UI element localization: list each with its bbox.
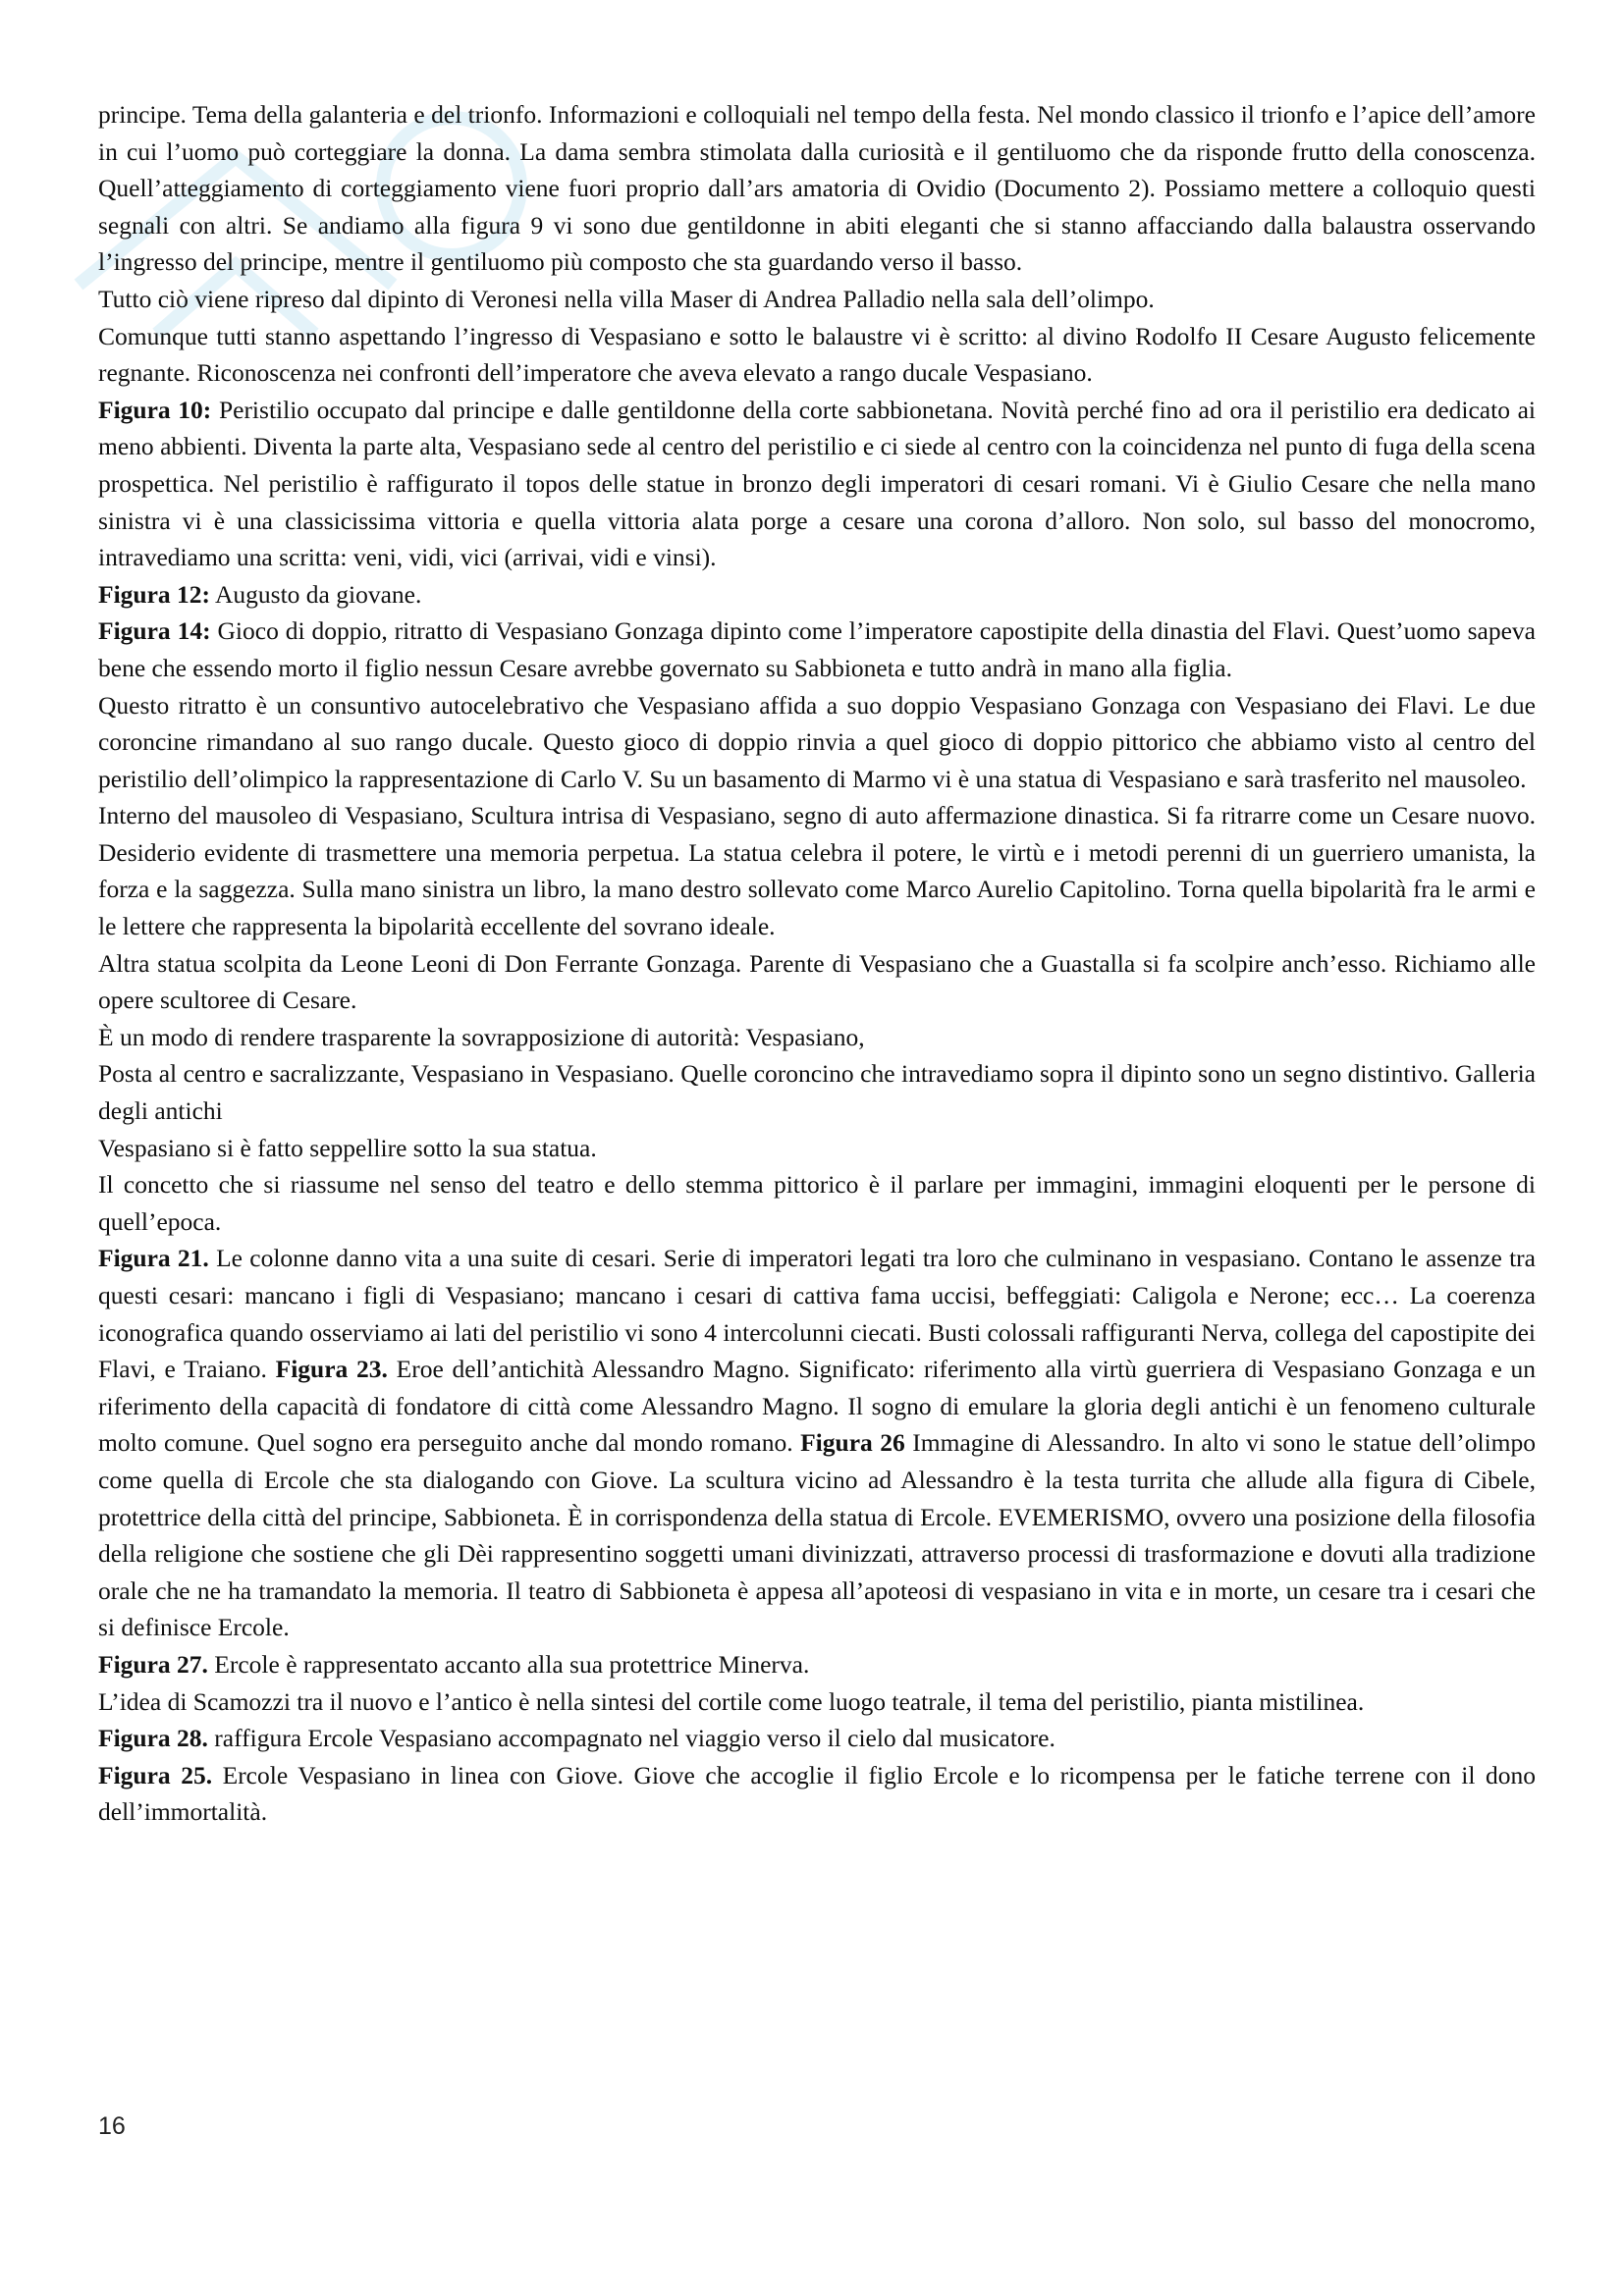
- paragraph: Altra statua scolpita da Leone Leoni di Don Ferrante Gonzaga. Parente di Vespasiano che a Guastalla si fa scolpire anch’esso. Richiamo alle opere scultoree di Cesare.: [98, 948, 1536, 1015]
- figure-label: Figura 21.: [98, 1244, 209, 1273]
- figure-label: Figura 23.: [275, 1355, 388, 1384]
- figure-label: Figura 28.: [98, 1724, 208, 1753]
- figure-label: Figura 10:: [98, 395, 212, 424]
- paragraph: principe. Tema della galanteria e del trionfo. Informazioni e colloquiali nel tempo della festa. Nel mondo classico il trionfo e l’apice dell’amore in cui l’uomo può corteggiare la donna. La dama sembra stimolata dalla curiosità e il gentiluomo che da risponde frutto della conoscenza. Quell’atteggiamento di corteggiamento viene fuori proprio dall’ars amatoria di Ovidio (Documento 2). Possiamo mettere a colloquio questi segnali con altri. Se andiamo alla figura 9 vi sono due gentildonne in abiti eleganti che si stanno affacciando dalla balaustra osservando l’ingresso del principe, mentre il gentiluomo più composto che sta guardando verso il basso.: [98, 100, 1536, 277]
- paragraph: Figura 14: Gioco di doppio, ritratto di Vespasiano Gonzaga dipinto come l’imperatore capostipite della dinastia del Flavi. Quest’uomo sapeva bene che essendo morto il figlio nessun Cesare avrebbe governato su Sabbioneta e tutto andrà in mano alla figlia.: [98, 616, 1536, 682]
- document-body: [98, 96, 1536, 1831]
- figure-label: Figura 12:: [98, 579, 211, 609]
- paragraph: Il concetto che si riassume nel senso del teatro e dello stemma pittorico è il parlare per immagini, immagini eloquenti per le persone di quell’epoca.: [98, 1170, 1536, 1236]
- figure-label: Figura 25.: [98, 1760, 213, 1789]
- paragraph: L’idea di Scamozzi tra il nuovo e l’antico è nella sintesi del cortile come luogo teatrale, il tema del peristilio, pianta mistilinea.: [98, 1686, 1365, 1716]
- paragraph: Comunque tutti stanno aspettando l’ingresso di Vespasiano e sotto le balaustre vi è scritto: al divino Rodolfo II Cesare Augusto felicemente regnante. Riconoscenza nei confronti dell’imperatore che aveva elevato a rango ducale Vespasiano.: [98, 321, 1536, 388]
- figure-label: Figura 27.: [98, 1649, 208, 1679]
- paragraph: È un modo di rendere trasparente la sovrapposizione di autorità: Vespasiano,: [98, 1022, 865, 1051]
- paragraph: Figura 28. raffigura Ercole Vespasiano accompagnato nel viaggio verso il cielo dal musicatore.: [98, 1724, 1056, 1753]
- figure-label: Figura 26: [800, 1428, 905, 1458]
- paragraph: Vespasiano si è fatto seppellire sotto la sua statua.: [98, 1133, 597, 1162]
- paragraph: Figura 10: Peristilio occupato dal principe e dalle gentildonne della corte sabbionetana. Novità perché fino ad ora il peristilio era dedicato ai meno abbienti. Diventa la parte alta, Vespasiano sede al centro del peristilio e ci siede al centro con la coincidenza nel punto di fuga della scena prospettica. Nel peristilio è raffigurato il topos delle statue in bronzo degli imperatori di cesari romani. Vi è Giulio Cesare che nella mano sinistra vi è una classicissima vittoria e quella vittoria alata porge a cesare una corona d’alloro. Non solo, sul basso del monocromo, intravediamo una scritta: veni, vidi, vici (arrivai, vidi e vinsi).: [98, 395, 1536, 572]
- paragraph: Posta al centro e sacralizzante, Vespasiano in Vespasiano. Quelle coroncino che intravediamo sopra il dipinto sono un segno distintivo. Galleria degli antichi: [98, 1059, 1536, 1126]
- page-number: 16: [98, 2112, 126, 2140]
- paragraph: Figura 21. Le colonne danno vita a una suite di cesari. Serie di imperatori legati tra loro che culminano in vespasiano. Contano le assenze tra questi cesari: mancano i figli di Vespasiano; mancano i cesari di cattiva fama uccisi, beffeggiati: Caligola e Nerone; ecc… La coerenza iconografica quando osserviamo ai lati del peristilio vi sono 4 intercolunni ciecati. Busti colossali raffiguranti Nerva, collega del capostipite dei Flavi, e Traiano. Figura 23. Eroe dell’antichità Alessandro Magno. Significato: riferimento alla virtù guerriera di Vespasiano Gonzaga e un riferimento della capacità di fondatore di città come Alessandro Magno. Il sogno di emulare la gloria degli antichi è un fenomeno culturale molto comune. Quel sogno era perseguito anche dal mondo romano. Figura 26 Immagine di Alessandro. In alto vi sono le statue dell’olimpo come quella di Ercole che sta dialogando con Giove. La scultura vicino ad Alessandro è la testa turrita che allude alla figura di Cibele, protettrice della città del principe, Sabbioneta. È in corrispondenza della statua di Ercole. EVEMERISMO, ovvero una posizione della filosofia della religione che sostiene che gli Dèi rappresentino soggetti umani divinizzati, attraverso processi di trasformazione e dovuti alla tradizione orale che ne ha tramandato la memoria. Il teatro di Sabbioneta è appesa all’apoteosi di vespasiano in vita e in morte, un cesare tra i cesari che si definisce Ercole.: [98, 1244, 1537, 1642]
- figure-label: Figura 14:: [98, 616, 211, 646]
- paragraph: Figura 27. Ercole è rappresentato accanto alla sua protettrice Minerva.: [98, 1649, 810, 1679]
- paragraph: Figura 12: Augusto da giovane.: [98, 579, 422, 609]
- paragraph: Questo ritratto è un consuntivo autocelebrativo che Vespasiano affida a suo doppio Vespasiano Gonzaga con Vespasiano dei Flavi. Le due coroncine rimandano al suo rango ducale. Questo gioco di doppio rinvia a quel gioco di doppio pittorico che abbiamo visto al centro del peristilio dell’olimpico la rappresentazione di Carlo V. Su un basamento di Marmo vi è una statua di Vespasiano e sarà trasferito nel mausoleo.: [98, 690, 1536, 793]
- paragraph: Tutto ciò viene ripreso dal dipinto di Veronesi nella villa Maser di Andrea Palladio nella sala dell’olimpo.: [98, 284, 1155, 313]
- paragraph: Figura 25. Ercole Vespasiano in linea con Giove. Giove che accoglie il figlio Ercole e lo ricompensa per le fatiche terrene con il dono dell’immortalità.: [98, 1760, 1536, 1827]
- paragraph: Interno del mausoleo di Vespasiano, Scultura intrisa di Vespasiano, segno di auto affermazione dinastica. Si fa ritrarre come un Cesare nuovo. Desiderio evidente di trasmettere una memoria perpetua. La statua celebra il potere, le virtù e i metodi perenni di un guerriero umanista, la forza e la saggezza. Sulla mano sinistra un libro, la mano destro sollevato come Marco Aurelio Capitolino. Torna quella bipolarità fra le armi e le lettere che rappresenta la bipolarità eccellente del sovrano ideale.: [98, 801, 1536, 941]
